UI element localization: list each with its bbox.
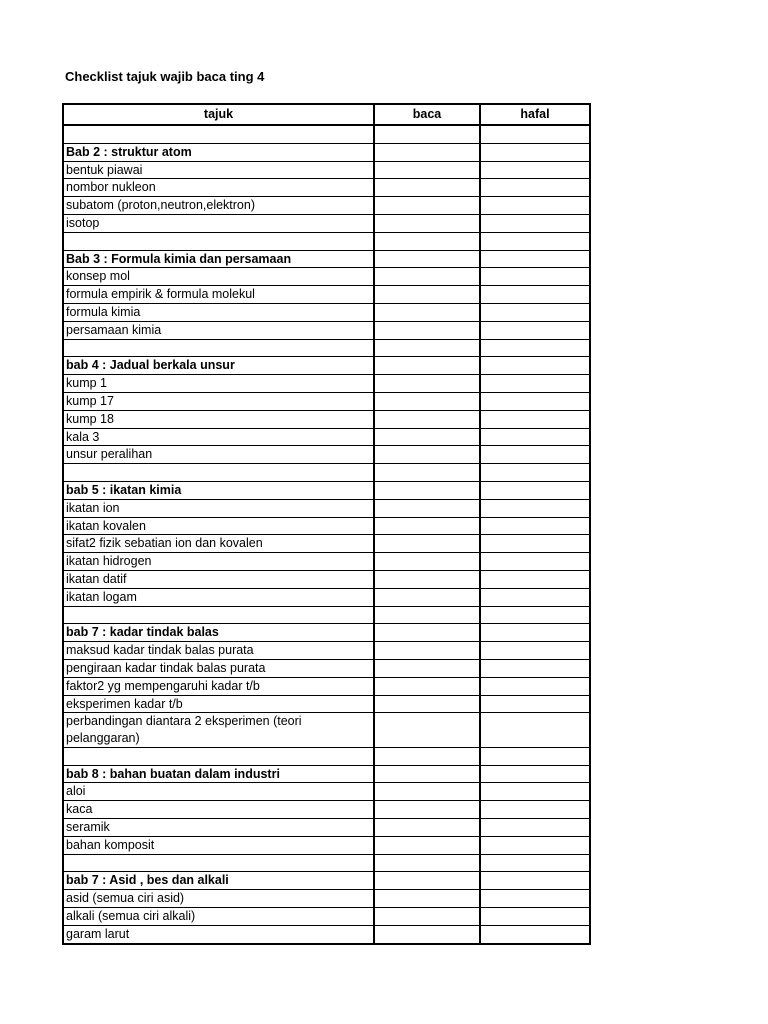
hafal-checkbox-cell[interactable] (480, 339, 590, 357)
baca-checkbox-cell[interactable] (374, 872, 480, 890)
hafal-checkbox-cell[interactable] (480, 250, 590, 268)
baca-checkbox-cell[interactable] (374, 446, 480, 464)
hafal-checkbox-cell[interactable] (480, 357, 590, 375)
baca-checkbox-cell[interactable] (374, 375, 480, 393)
topic-cell: kump 18 (63, 410, 374, 428)
topic-cell: kala 3 (63, 428, 374, 446)
hafal-checkbox-cell[interactable] (480, 642, 590, 660)
topic-cell: kaca (63, 801, 374, 819)
table-row (63, 695, 590, 713)
topic-cell: ikatan ion (63, 499, 374, 517)
hafal-checkbox-cell[interactable] (480, 765, 590, 783)
hafal-checkbox-cell[interactable] (480, 713, 590, 748)
topic-cell: bentuk piawai (63, 161, 374, 179)
hafal-checkbox-cell[interactable] (480, 570, 590, 588)
baca-checkbox-cell[interactable] (374, 179, 480, 197)
topic-cell: asid (semua ciri asid) (63, 890, 374, 908)
hafal-checkbox-cell[interactable] (480, 872, 590, 890)
baca-checkbox-cell[interactable] (374, 232, 480, 250)
baca-checkbox-cell[interactable] (374, 783, 480, 801)
table-row (63, 747, 590, 765)
topic-cell (63, 464, 374, 482)
baca-checkbox-cell[interactable] (374, 624, 480, 642)
chapter-heading-cell: Bab 3 : Formula kimia dan persamaan (63, 250, 374, 268)
baca-checkbox-cell[interactable] (374, 747, 480, 765)
baca-checkbox-cell[interactable] (374, 908, 480, 926)
table-row (63, 232, 590, 250)
topic-cell: unsur peralihan (63, 446, 374, 464)
baca-checkbox-cell[interactable] (374, 642, 480, 660)
table-row (63, 642, 590, 660)
header-row (63, 104, 590, 125)
table-row (63, 801, 590, 819)
chapter-heading-cell: bab 7 : kadar tindak balas (63, 624, 374, 642)
hafal-checkbox-cell[interactable] (480, 624, 590, 642)
hafal-checkbox-cell[interactable] (480, 197, 590, 215)
table-row (63, 872, 590, 890)
chapter-heading-cell: Bab 2 : struktur atom (63, 143, 374, 161)
baca-checkbox-cell[interactable] (374, 125, 480, 143)
table-row (63, 214, 590, 232)
table-row (63, 535, 590, 553)
table-row (63, 357, 590, 375)
chapter-heading-cell: bab 5 : ikatan kimia (63, 481, 374, 499)
hafal-checkbox-cell[interactable] (480, 836, 590, 854)
hafal-checkbox-cell[interactable] (480, 428, 590, 446)
table-row (63, 908, 590, 926)
column-header-hafal: hafal (480, 104, 590, 125)
topic-cell: bahan komposit (63, 836, 374, 854)
topic-cell (63, 606, 374, 624)
topic-cell: eksperimen kadar t/b (63, 695, 374, 713)
chapter-heading-cell: bab 4 : Jadual berkala unsur (63, 357, 374, 375)
baca-checkbox-cell[interactable] (374, 464, 480, 482)
hafal-checkbox-cell[interactable] (480, 446, 590, 464)
baca-checkbox-cell[interactable] (374, 659, 480, 677)
table-row (63, 499, 590, 517)
topic-cell: formula empirik & formula molekul (63, 286, 374, 304)
table-row (63, 890, 590, 908)
baca-checkbox-cell[interactable] (374, 268, 480, 286)
topic-cell (63, 125, 374, 143)
baca-checkbox-cell[interactable] (374, 819, 480, 837)
hafal-checkbox-cell[interactable] (480, 908, 590, 926)
document-title: Checklist tajuk wajib baca ting 4 (65, 69, 265, 84)
topic-cell: kump 17 (63, 392, 374, 410)
hafal-checkbox-cell[interactable] (480, 286, 590, 304)
table-row (63, 606, 590, 624)
hafal-checkbox-cell[interactable] (480, 854, 590, 872)
baca-checkbox-cell[interactable] (374, 143, 480, 161)
topic-cell: nombor nukleon (63, 179, 374, 197)
table-row (63, 161, 590, 179)
topic-cell: konsep mol (63, 268, 374, 286)
hafal-checkbox-cell[interactable] (480, 677, 590, 695)
hafal-checkbox-cell[interactable] (480, 321, 590, 339)
table-row (63, 819, 590, 837)
hafal-checkbox-cell[interactable] (480, 890, 590, 908)
hafal-checkbox-cell[interactable] (480, 143, 590, 161)
checklist-table (62, 103, 591, 945)
topic-cell: persamaan kimia (63, 321, 374, 339)
table-row (63, 836, 590, 854)
hafal-checkbox-cell[interactable] (480, 783, 590, 801)
table-row (63, 570, 590, 588)
topic-cell: isotop (63, 214, 374, 232)
baca-checkbox-cell[interactable] (374, 392, 480, 410)
hafal-checkbox-cell[interactable] (480, 695, 590, 713)
table-row (63, 677, 590, 695)
table-row (63, 339, 590, 357)
hafal-checkbox-cell[interactable] (480, 588, 590, 606)
baca-checkbox-cell[interactable] (374, 517, 480, 535)
baca-checkbox-cell[interactable] (374, 925, 480, 943)
baca-checkbox-cell[interactable] (374, 765, 480, 783)
hafal-checkbox-cell[interactable] (480, 553, 590, 571)
hafal-checkbox-cell[interactable] (480, 268, 590, 286)
table-row (63, 713, 590, 748)
topic-cell: subatom (proton,neutron,elektron) (63, 197, 374, 215)
topic-cell (63, 339, 374, 357)
table-row (63, 925, 590, 943)
column-header-baca: baca (374, 104, 480, 125)
chapter-heading-cell: bab 7 : Asid , bes dan alkali (63, 872, 374, 890)
hafal-checkbox-cell[interactable] (480, 125, 590, 143)
topic-cell: sifat2 fizik sebatian ion dan kovalen (63, 535, 374, 553)
baca-checkbox-cell[interactable] (374, 214, 480, 232)
baca-checkbox-cell[interactable] (374, 570, 480, 588)
table-row (63, 286, 590, 304)
table-row (63, 392, 590, 410)
hafal-checkbox-cell[interactable] (480, 464, 590, 482)
table-row (63, 517, 590, 535)
baca-checkbox-cell[interactable] (374, 197, 480, 215)
table-row (63, 854, 590, 872)
topic-cell (63, 747, 374, 765)
topic-cell: ikatan logam (63, 588, 374, 606)
hafal-checkbox-cell[interactable] (480, 161, 590, 179)
topic-cell: perbandingan diantara 2 eksperimen (teori pelanggaran) (63, 713, 374, 748)
baca-checkbox-cell[interactable] (374, 535, 480, 553)
hafal-checkbox-cell[interactable] (480, 499, 590, 517)
hafal-checkbox-cell[interactable] (480, 303, 590, 321)
table-row (63, 783, 590, 801)
topic-cell (63, 854, 374, 872)
baca-checkbox-cell[interactable] (374, 854, 480, 872)
baca-checkbox-cell[interactable] (374, 161, 480, 179)
table-body (63, 125, 590, 944)
column-header-tajuk: tajuk (63, 104, 374, 125)
table-row (63, 446, 590, 464)
baca-checkbox-cell[interactable] (374, 321, 480, 339)
hafal-checkbox-cell[interactable] (480, 517, 590, 535)
baca-checkbox-cell[interactable] (374, 588, 480, 606)
table-row (63, 375, 590, 393)
chapter-heading-cell: bab 8 : bahan buatan dalam industri (63, 765, 374, 783)
table-row (63, 321, 590, 339)
table-row (63, 553, 590, 571)
topic-cell: garam larut (63, 925, 374, 943)
table-row (63, 588, 590, 606)
topic-cell: formula kimia (63, 303, 374, 321)
hafal-checkbox-cell[interactable] (480, 535, 590, 553)
table-row (63, 143, 590, 161)
topic-cell: ikatan datif (63, 570, 374, 588)
baca-checkbox-cell[interactable] (374, 801, 480, 819)
topic-cell: alkali (semua ciri alkali) (63, 908, 374, 926)
baca-checkbox-cell[interactable] (374, 339, 480, 357)
topic-cell: pengiraan kadar tindak balas purata (63, 659, 374, 677)
topic-cell (63, 232, 374, 250)
table-row (63, 765, 590, 783)
table-row (63, 268, 590, 286)
baca-checkbox-cell[interactable] (374, 553, 480, 571)
topic-cell: ikatan hidrogen (63, 553, 374, 571)
baca-checkbox-cell[interactable] (374, 836, 480, 854)
table-row (63, 659, 590, 677)
topic-cell: ikatan kovalen (63, 517, 374, 535)
table-row (63, 197, 590, 215)
hafal-checkbox-cell[interactable] (480, 925, 590, 943)
baca-checkbox-cell[interactable] (374, 890, 480, 908)
table-row (63, 250, 590, 268)
table-row (63, 624, 590, 642)
hafal-checkbox-cell[interactable] (480, 801, 590, 819)
baca-checkbox-cell[interactable] (374, 250, 480, 268)
table-row (63, 464, 590, 482)
topic-cell: maksud kadar tindak balas purata (63, 642, 374, 660)
table-row (63, 481, 590, 499)
hafal-checkbox-cell[interactable] (480, 214, 590, 232)
hafal-checkbox-cell[interactable] (480, 232, 590, 250)
table-row (63, 303, 590, 321)
hafal-checkbox-cell[interactable] (480, 481, 590, 499)
topic-cell: seramik (63, 819, 374, 837)
baca-checkbox-cell[interactable] (374, 499, 480, 517)
baca-checkbox-cell[interactable] (374, 713, 480, 748)
hafal-checkbox-cell[interactable] (480, 410, 590, 428)
topic-cell: faktor2 yg mempengaruhi kadar t/b (63, 677, 374, 695)
hafal-checkbox-cell[interactable] (480, 606, 590, 624)
baca-checkbox-cell[interactable] (374, 481, 480, 499)
table-row (63, 410, 590, 428)
hafal-checkbox-cell[interactable] (480, 392, 590, 410)
hafal-checkbox-cell[interactable] (480, 747, 590, 765)
topic-cell: kump 1 (63, 375, 374, 393)
baca-checkbox-cell[interactable] (374, 410, 480, 428)
table-row (63, 179, 590, 197)
baca-checkbox-cell[interactable] (374, 695, 480, 713)
hafal-checkbox-cell[interactable] (480, 179, 590, 197)
baca-checkbox-cell[interactable] (374, 303, 480, 321)
hafal-checkbox-cell[interactable] (480, 659, 590, 677)
topic-cell: aloi (63, 783, 374, 801)
table-row (63, 125, 590, 143)
baca-checkbox-cell[interactable] (374, 286, 480, 304)
baca-checkbox-cell[interactable] (374, 606, 480, 624)
hafal-checkbox-cell[interactable] (480, 375, 590, 393)
baca-checkbox-cell[interactable] (374, 357, 480, 375)
baca-checkbox-cell[interactable] (374, 677, 480, 695)
table-row (63, 428, 590, 446)
hafal-checkbox-cell[interactable] (480, 819, 590, 837)
baca-checkbox-cell[interactable] (374, 428, 480, 446)
